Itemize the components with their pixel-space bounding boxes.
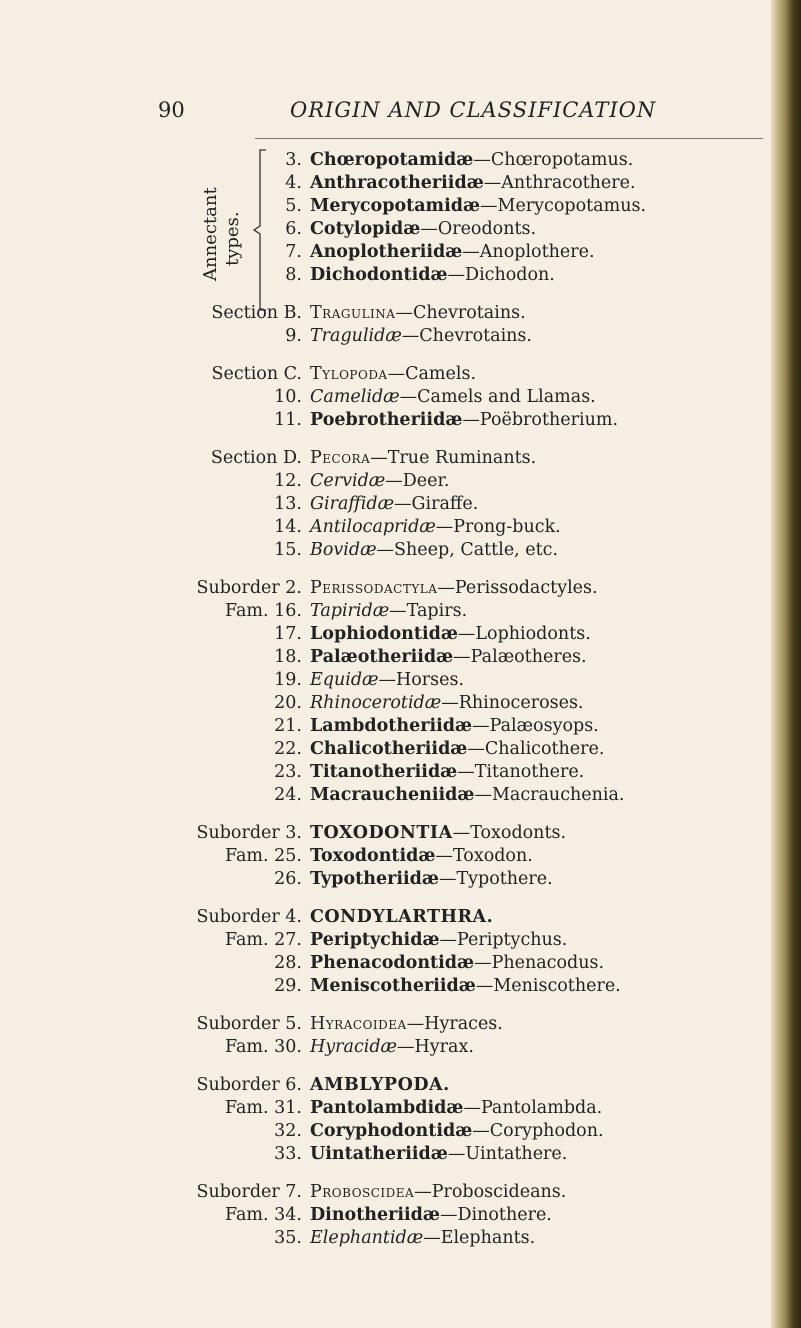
taxon-name: Perissodactyla [310, 578, 438, 598]
taxon-name: Chœropotamidæ [310, 150, 474, 170]
list-item [0, 173, 770, 197]
entry-text [310, 930, 567, 950]
list-item [0, 517, 770, 541]
entry-text [310, 173, 636, 193]
entry-text [310, 907, 493, 927]
taxon-description: —Tapirs. [389, 601, 468, 621]
entry-text [310, 823, 566, 843]
taxon-name: CONDYLARTHRA. [310, 907, 494, 927]
list-item [0, 448, 770, 472]
taxon-name: Tragulina [310, 303, 396, 323]
entry-label: Suborder 2. [196, 578, 302, 598]
taxon-description: —Pantolambda. [463, 1098, 603, 1118]
taxon-name: Lambdotheriidæ [310, 716, 473, 736]
list-item [0, 150, 770, 174]
entry-text [310, 326, 532, 346]
taxon-description: —Proboscideans. [414, 1182, 567, 1202]
entry-text [310, 410, 618, 430]
entry-text [310, 150, 633, 170]
list-item [0, 846, 770, 870]
taxon-name: Toxodontidæ [310, 846, 436, 866]
list-item [0, 410, 770, 434]
taxon-description: —Giraffe. [394, 494, 479, 514]
taxon-description: —True Ruminants. [370, 448, 537, 468]
entry-text [310, 387, 596, 407]
entry-number: 21. [274, 716, 302, 736]
entry-text [310, 303, 526, 323]
entry-number: 18. [274, 647, 302, 667]
entry-text [310, 1228, 535, 1248]
entry-label: Fam. 30. [225, 1037, 302, 1057]
page-edge-shadow [771, 0, 801, 1328]
list-item [0, 976, 770, 1000]
running-title: ORIGIN AND CLASSIFICATION [290, 98, 657, 122]
taxon-name: Poebrotheriidæ [310, 410, 463, 430]
taxon-description: —Elephants. [423, 1228, 536, 1248]
entry-label: Suborder 7. [196, 1182, 302, 1202]
taxon-description: —Prong-buck. [435, 517, 561, 537]
taxon-name: Tylopoda [310, 364, 388, 384]
taxon-name: Tragulidæ [310, 326, 402, 346]
entry-text [310, 762, 584, 782]
list-item [0, 930, 770, 954]
taxon-name: Antilocapridæ [310, 517, 436, 537]
taxon-description: —Hyrax. [397, 1037, 474, 1057]
entry-number: 4. [285, 173, 302, 193]
taxon-name: Merycopotamidæ [310, 196, 481, 216]
entry-text [310, 869, 553, 889]
taxon-name: Proboscidea [310, 1182, 415, 1202]
list-item [0, 785, 770, 809]
page-number: 90 [158, 98, 185, 122]
taxon-description: —Chalicothere. [467, 739, 605, 759]
entry-text [310, 976, 621, 996]
taxon-description: —Meniscothere. [475, 976, 621, 996]
list-item [0, 242, 770, 266]
taxon-description: —Sheep, Cattle, etc. [376, 540, 559, 560]
taxon-description: —Anoplothere. [462, 242, 595, 262]
taxon-name: Rhinocerotidæ [310, 693, 442, 713]
taxon-name: Coryphodontidæ [310, 1121, 473, 1141]
taxon-description: —Camels and Llamas. [399, 387, 596, 407]
list-item [0, 219, 770, 243]
taxon-description: —Macrauchenia. [474, 785, 625, 805]
taxon-description: —Toxodon. [435, 846, 533, 866]
taxon-name: Pantolambdidæ [310, 1098, 464, 1118]
entry-label: Section C. [211, 364, 302, 384]
taxon-description: —Phenacodus. [474, 953, 605, 973]
taxon-name: Dichodontidæ [310, 265, 448, 285]
list-item [0, 1182, 770, 1206]
entry-text [310, 1075, 450, 1095]
taxon-description: —Typothere. [438, 869, 553, 889]
entry-text [310, 1182, 566, 1202]
taxon-name: Elephantidæ [310, 1228, 424, 1248]
list-item [0, 1144, 770, 1168]
entry-label: Suborder 4. [196, 907, 302, 927]
list-item [0, 265, 770, 289]
list-item [0, 196, 770, 220]
entry-label: Suborder 3. [196, 823, 302, 843]
entry-text [310, 624, 591, 644]
entry-number: 9. [285, 326, 302, 346]
entry-label: Fam. 31. [225, 1098, 302, 1118]
taxon-description: —Coryphodon. [472, 1121, 604, 1141]
taxon-description: —Toxodonts. [452, 823, 567, 843]
entry-number: 32. [274, 1121, 302, 1141]
entry-text [310, 448, 536, 468]
entry-number: 17. [274, 624, 302, 644]
entry-text [310, 785, 625, 805]
entry-number: 6. [285, 219, 302, 239]
taxon-description: —Palæosyops. [472, 716, 599, 736]
taxon-description: —Lophiodonts. [457, 624, 591, 644]
entry-text [310, 739, 604, 759]
taxon-name: TOXODONTIA [310, 823, 453, 843]
entry-text [310, 1037, 474, 1057]
list-item [0, 1037, 770, 1061]
list-item [0, 647, 770, 671]
taxon-name: Camelidæ [310, 387, 400, 407]
taxon-description: —Palæotheres. [453, 647, 587, 667]
taxon-name: AMBLYPODA. [310, 1075, 450, 1095]
taxon-name: Titanotheriidæ [310, 762, 458, 782]
list-item [0, 1014, 770, 1038]
list-item [0, 540, 770, 564]
list-item [0, 869, 770, 893]
taxon-name: Lophiodontidæ [310, 624, 458, 644]
entry-number: 3. [285, 150, 302, 170]
taxon-description: —Dichodon. [447, 265, 555, 285]
taxon-name: Periptychidæ [310, 930, 440, 950]
list-item [0, 1228, 770, 1252]
entry-number: 12. [274, 471, 302, 491]
entry-text [310, 494, 478, 514]
list-item [0, 1075, 770, 1099]
entry-number: 26. [274, 869, 302, 889]
entry-label: Fam. 16. [225, 601, 302, 621]
entry-label: Section D. [210, 448, 302, 468]
entry-text [310, 846, 533, 866]
taxon-name: Equidæ [310, 670, 379, 690]
taxon-description: —Titanothere. [457, 762, 585, 782]
taxon-description: —Horses. [378, 670, 465, 690]
taxon-name: Hyracoidea [310, 1014, 407, 1034]
page-header [0, 98, 770, 128]
list-item [0, 601, 770, 625]
entry-number: 13. [274, 494, 302, 514]
entry-number: 11. [274, 410, 302, 430]
entry-number: 7. [285, 242, 302, 262]
taxon-name: Cervidæ [310, 471, 386, 491]
taxon-name: Dinotheriidæ [310, 1205, 440, 1225]
entry-number: 19. [274, 670, 302, 690]
taxon-description: —Rhinoceroses. [441, 693, 584, 713]
entry-text [310, 1144, 567, 1164]
taxon-name: Typotheriidæ [310, 869, 439, 889]
list-item [0, 762, 770, 786]
list-item [0, 670, 770, 694]
entry-text [310, 471, 450, 491]
taxon-description: —Perissodactyles. [437, 578, 598, 598]
entry-number: 33. [274, 1144, 302, 1164]
taxon-name: Meniscotheriidæ [310, 976, 476, 996]
annectant-label-line1: Annectant [200, 187, 221, 281]
entry-text [310, 1121, 604, 1141]
list-item [0, 1098, 770, 1122]
entry-text [310, 693, 584, 713]
taxon-name: Giraffidæ [310, 494, 395, 514]
entry-text [310, 196, 646, 216]
entry-number: 22. [274, 739, 302, 759]
list-item [0, 471, 770, 495]
header-rule [255, 138, 763, 139]
entry-label: Suborder 6. [196, 1075, 302, 1095]
list-item [0, 1121, 770, 1145]
entry-label: Fam. 25. [225, 846, 302, 866]
list-item [0, 953, 770, 977]
entry-number: 35. [274, 1228, 302, 1248]
taxon-description: —Hyraces. [406, 1014, 503, 1034]
taxon-description: —Deer. [385, 471, 450, 491]
list-item [0, 387, 770, 411]
entry-number: 5. [285, 196, 302, 216]
list-item [0, 907, 770, 931]
list-item [0, 1205, 770, 1229]
entry-text [310, 364, 476, 384]
entry-label: Section B. [211, 303, 302, 323]
entry-text [310, 670, 464, 690]
taxon-description: —Chevrotains. [401, 326, 532, 346]
entry-number: 29. [274, 976, 302, 996]
list-item [0, 716, 770, 740]
list-item [0, 494, 770, 518]
list-item [0, 303, 770, 327]
taxon-name: Cotylopidæ [310, 219, 421, 239]
taxon-description: —Dinothere. [439, 1205, 552, 1225]
taxon-name: Macraucheniidæ [310, 785, 475, 805]
entry-label: Fam. 34. [225, 1205, 302, 1225]
taxon-description: —Camels. [387, 364, 477, 384]
entry-number: 14. [274, 517, 302, 537]
taxon-name: Anoplotheriidæ [310, 242, 463, 262]
entry-number: 8. [285, 265, 302, 285]
entry-number: 20. [274, 693, 302, 713]
taxon-name: Phenacodontidæ [310, 953, 475, 973]
annectant-label-line2: types. [222, 211, 243, 266]
entry-text [310, 517, 561, 537]
list-item [0, 326, 770, 350]
entry-label: Fam. 27. [225, 930, 302, 950]
taxon-description: —Poëbrotherium. [462, 410, 619, 430]
list-item [0, 364, 770, 388]
taxon-name: Hyracidæ [310, 1037, 397, 1057]
taxon-description: —Merycopotamus. [480, 196, 647, 216]
entry-text [310, 242, 595, 262]
entry-text [310, 1205, 552, 1225]
entry-text [310, 219, 536, 239]
taxon-name: Pecora [310, 448, 371, 468]
taxon-description: —Uintathere. [447, 1144, 568, 1164]
entry-number: 23. [274, 762, 302, 782]
entry-text [310, 1014, 503, 1034]
taxon-description: —Chevrotains. [395, 303, 526, 323]
entry-number: 28. [274, 953, 302, 973]
taxon-description: —Anthracothere. [483, 173, 636, 193]
taxon-name: Anthracotheriidæ [310, 173, 484, 193]
entry-label: Suborder 5. [196, 1014, 302, 1034]
taxon-name: Bovidæ [310, 540, 377, 560]
taxon-description: —Chœropotamus. [473, 150, 634, 170]
taxon-description: —Periptychus. [439, 930, 568, 950]
entry-text [310, 647, 587, 667]
entry-text [310, 953, 604, 973]
entry-number: 15. [274, 540, 302, 560]
entry-number: 24. [274, 785, 302, 805]
taxon-description: —Oreodonts. [420, 219, 537, 239]
list-item [0, 739, 770, 763]
list-item [0, 823, 770, 847]
taxon-name: Chalicotheriidæ [310, 739, 468, 759]
taxon-name: Tapiridæ [310, 601, 390, 621]
list-item [0, 693, 770, 717]
entry-text [310, 578, 598, 598]
taxon-name: Palæotheriidæ [310, 647, 454, 667]
entry-text [310, 601, 467, 621]
entry-text [310, 265, 555, 285]
entry-number: 10. [274, 387, 302, 407]
list-item [0, 578, 770, 602]
entry-text [310, 716, 599, 736]
list-item [0, 624, 770, 648]
taxon-name: Uintatheriidæ [310, 1144, 448, 1164]
entry-text [310, 540, 558, 560]
entry-text [310, 1098, 602, 1118]
